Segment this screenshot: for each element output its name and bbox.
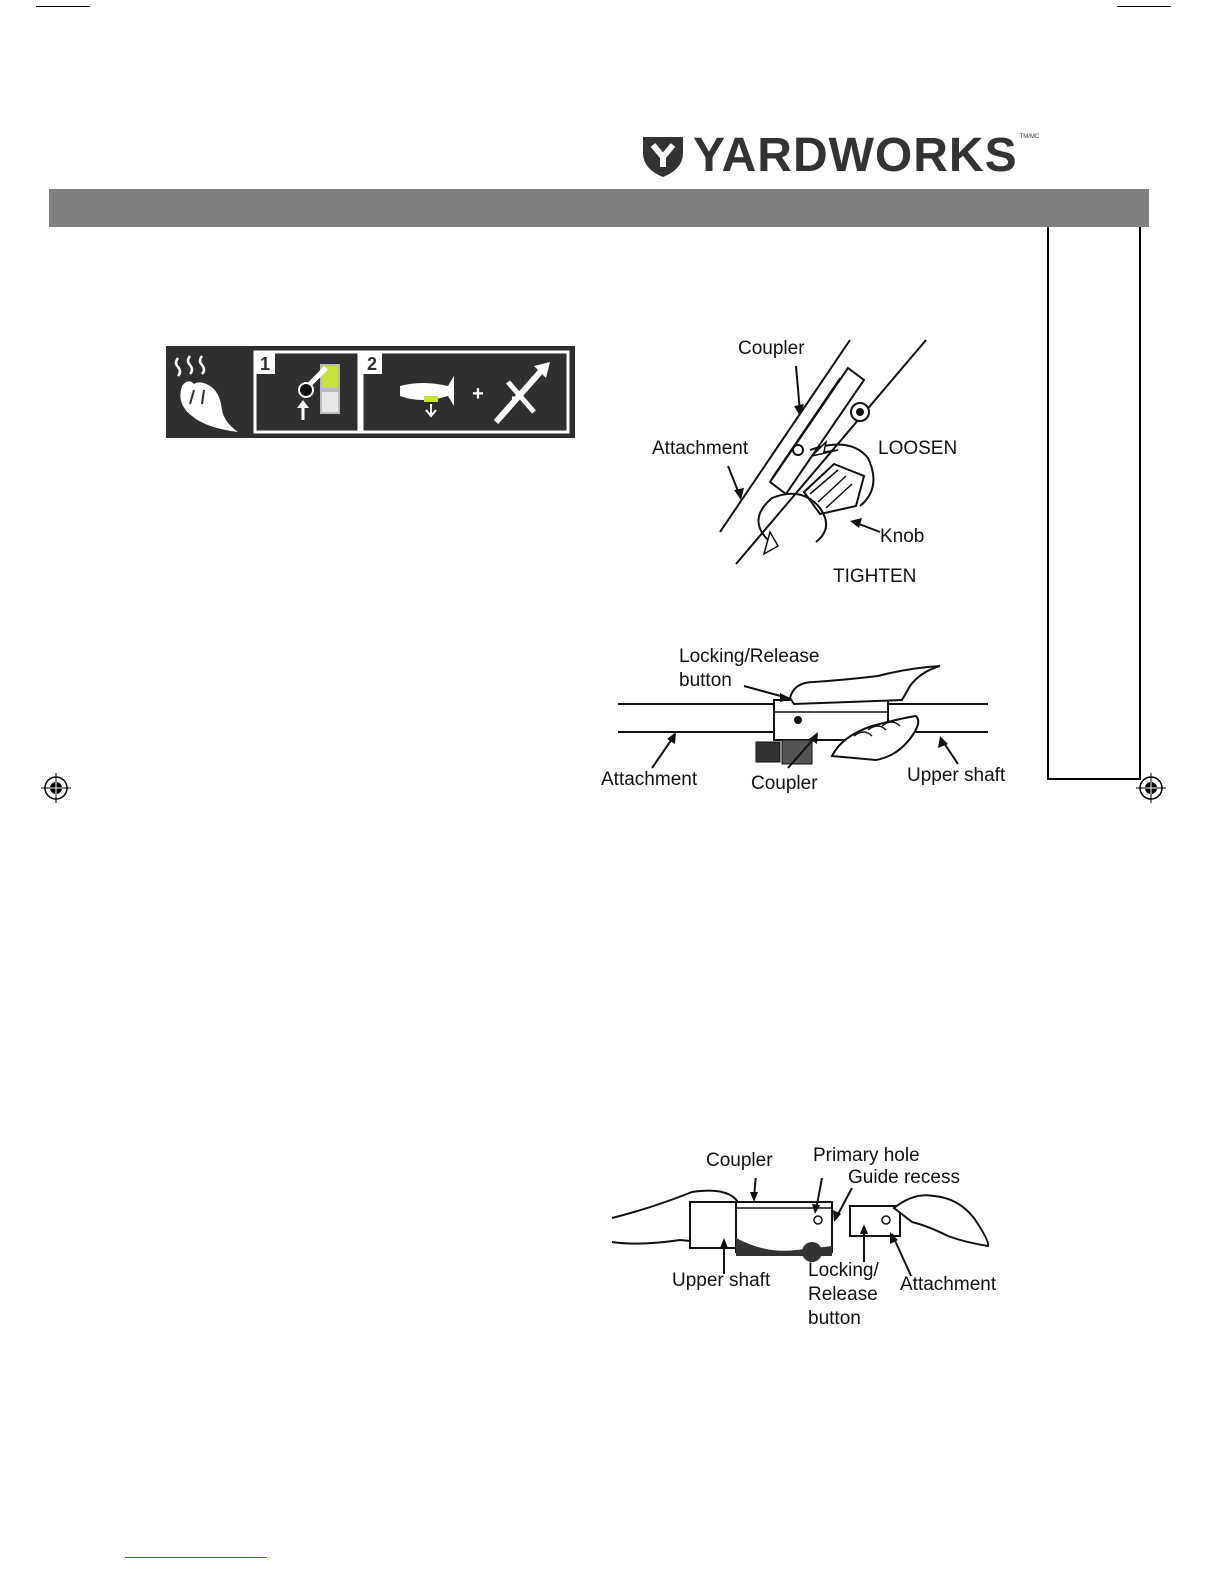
brand-name: YARDWORKS	[693, 129, 1018, 182]
brand-logo	[641, 128, 1039, 184]
brand-trademark: TM/MC	[1019, 134, 1040, 140]
registration-mark-left	[41, 773, 71, 803]
fig3-coupler-label: Coupler	[706, 1150, 773, 1171]
crop-mark-top-right	[1117, 6, 1171, 7]
fig2-upper-shaft-label: Upper shaft	[907, 765, 1006, 786]
starting-procedure-icon-strip	[166, 346, 575, 438]
shield-icon	[641, 133, 685, 179]
fig3-guide-recess-label: Guide recess	[848, 1167, 960, 1188]
crop-mark-top-left	[36, 6, 90, 7]
registration-mark-right	[1136, 773, 1166, 803]
plus-sign: +	[472, 383, 484, 405]
fig3-locking-release-label: Locking/ Release button	[808, 1260, 879, 1329]
step-2-number: 2	[366, 354, 378, 374]
fig3-upper-shaft-label: Upper shaft	[672, 1270, 771, 1291]
fig1-attachment-label: Attachment	[652, 438, 749, 459]
fig2-coupler-label: Coupler	[751, 773, 818, 794]
fig2-attachment-label: Attachment	[601, 769, 698, 790]
fig3-primary-hole-label: Primary hole	[813, 1145, 920, 1166]
fig1-tighten-label: TIGHTEN	[833, 566, 917, 587]
section-banner	[49, 189, 1149, 227]
fig1-loosen-label: LOOSEN	[878, 438, 958, 459]
side-tab	[1047, 227, 1141, 780]
footer-link-underline[interactable]	[125, 1557, 267, 1558]
fig1-knob-label: Knob	[880, 526, 925, 547]
fig1-coupler-label: Coupler	[738, 338, 805, 359]
figure-inserting-attachment	[610, 1178, 995, 1276]
fig2-locking-release-label: Locking/Release button	[679, 646, 820, 691]
step-1-number: 1	[259, 354, 271, 374]
fig3-attachment-label: Attachment	[900, 1274, 997, 1295]
